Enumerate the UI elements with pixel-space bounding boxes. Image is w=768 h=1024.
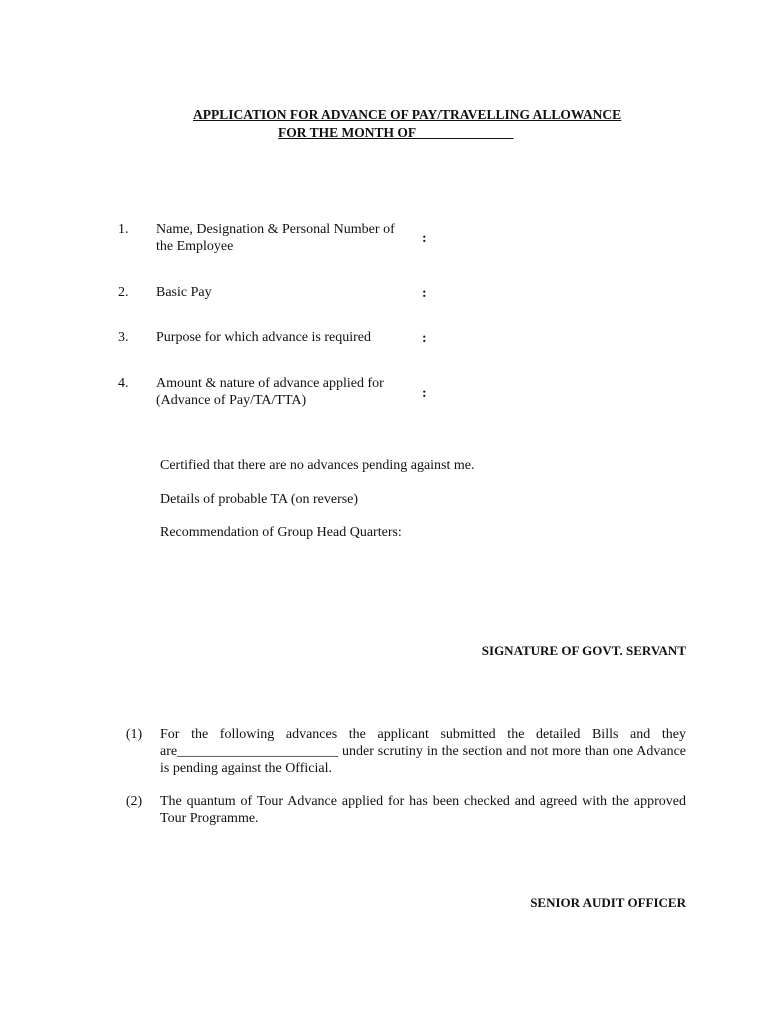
signature-govt-servant-label: SIGNATURE OF GOVT. SERVANT	[481, 643, 686, 658]
item-1-colon: :	[422, 231, 427, 246]
item-1-number: 1.	[118, 222, 129, 237]
item-1-label: Name, Designation & Personal Number of the Employee	[156, 222, 395, 254]
note-2-text: The quantum of Tour Advance applied for has been checked and agreed with the approved Tour Programme.	[160, 794, 686, 826]
item-4-label: Amount & nature of advance applied for (Advance of Pay/TA/TTA)	[156, 376, 384, 408]
item-3-label: Purpose for which advance is required	[156, 330, 371, 345]
note-1-number: (1)	[125, 727, 143, 742]
note-2-number: (2)	[125, 794, 143, 809]
item-3-number: 3.	[118, 330, 129, 345]
item-4-number: 4.	[118, 376, 129, 391]
note-1-text: For the following advances the applicant submitted the detailed Bills and they are_______________________ under scrutiny in the section and not more than one Advance is pending against the Official.	[160, 727, 686, 776]
item-3-colon: :	[422, 331, 427, 346]
form-title: APPLICATION FOR ADVANCE OF PAY/TRAVELLING ALLOWANCE	[193, 107, 622, 122]
certification-no-advances: Certified that there are no advances pending against me.	[160, 458, 475, 473]
certification-recommendation: Recommendation of Group Head Quarters:	[160, 525, 402, 540]
item-2-colon: :	[422, 286, 427, 301]
item-2-number: 2.	[118, 285, 129, 300]
item-4-colon: :	[422, 386, 427, 401]
certification-probable-ta: Details of probable TA (on reverse)	[160, 492, 359, 507]
senior-audit-officer-label: SENIOR AUDIT OFFICER	[530, 895, 686, 910]
item-2-label: Basic Pay	[156, 285, 212, 300]
form-subtitle-month: FOR THE MONTH OF ______________	[278, 125, 514, 140]
